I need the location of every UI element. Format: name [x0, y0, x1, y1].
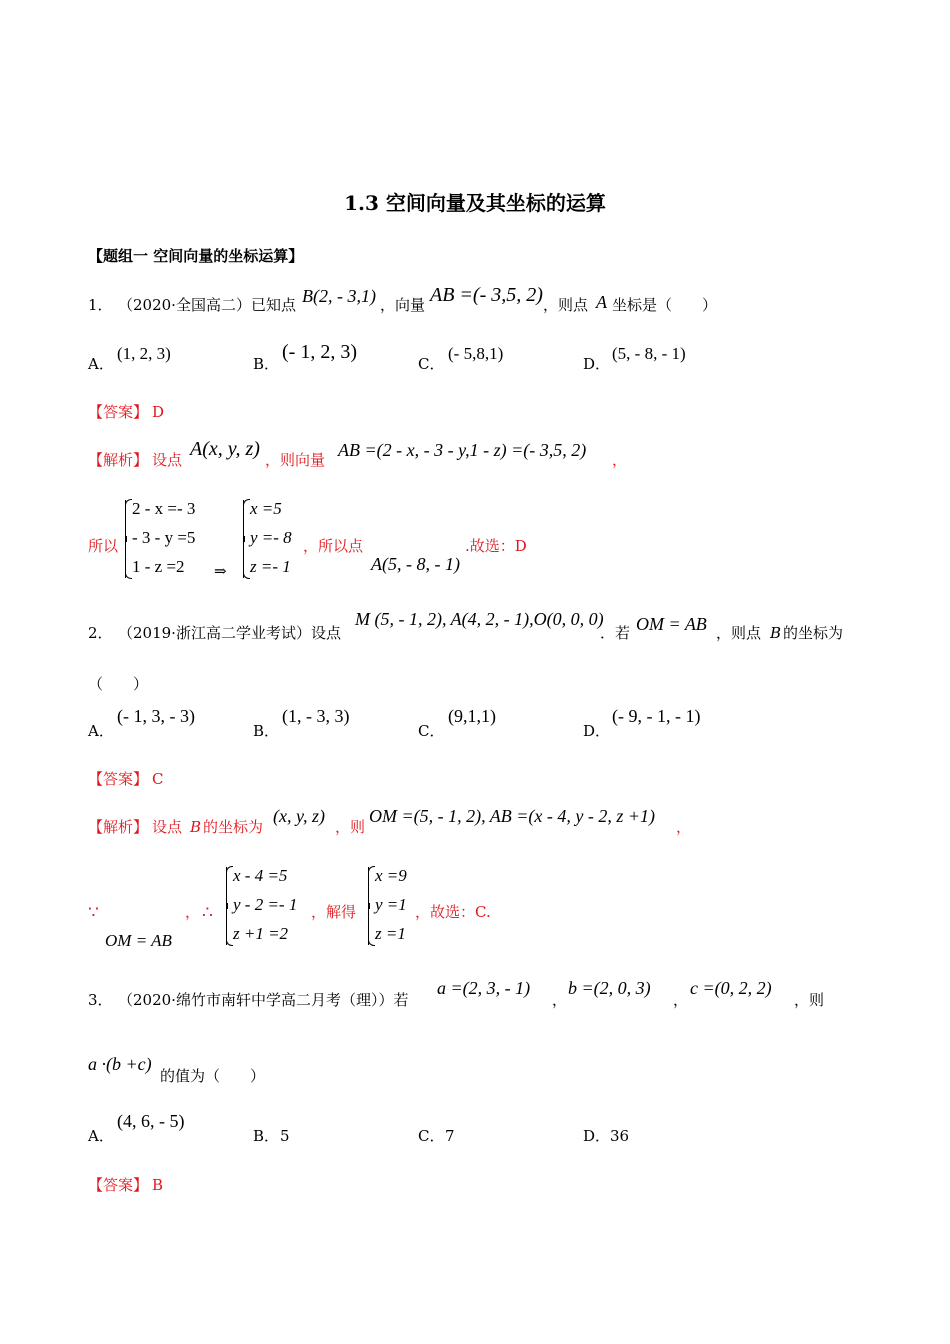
q1-analysis-tag: 【解析】: [88, 451, 149, 469]
q3-answer-tag: 【答案】: [88, 1176, 149, 1194]
q1-answer-tag: 【答案】: [88, 403, 149, 421]
q2-solve: ，解得: [311, 903, 357, 921]
q1-option-a-label: A．: [88, 355, 114, 373]
page-title: 1.3 空间向量及其坐标的运算: [344, 191, 606, 215]
q1-system1-line1: 2 - x =- 3: [132, 499, 196, 518]
q1-option-b-value: (- 1, 2, 3): [282, 341, 357, 363]
q2-option-c-label: C．: [418, 722, 445, 740]
q3-option-c-label: C．: [418, 1127, 445, 1145]
q2-system1-brace: [226, 867, 227, 945]
q3-vector-a: a =(2, 3, - 1): [437, 978, 531, 998]
q2-mid: ．若: [600, 624, 631, 642]
q2-source: （2019·浙江高二学业考试）设点: [118, 624, 341, 642]
q1-system1-brace: [125, 500, 126, 578]
q1-option-c-value: (- 5,8,1): [448, 344, 504, 363]
q2-done: ，故选：C.: [415, 903, 491, 921]
q2-tail-b: 的坐标为: [783, 624, 844, 642]
q2-analysis-1a: 设点: [152, 818, 183, 836]
group-heading: 【题组一 空间向量的坐标运算】: [88, 247, 304, 265]
q1-option-d-value: (5, - 8, - 1): [612, 344, 686, 363]
q3-vector-c: c =(0, 2, 2): [690, 978, 772, 998]
q1-system1-line2: - 3 - y =5: [132, 528, 196, 547]
q2-system1-line2: y - 2 =- 1: [233, 895, 298, 914]
q2-option-b-label: B．: [253, 722, 280, 740]
q1-vector-ab: AB =(- 3,5, 2): [430, 284, 543, 306]
q1-point-b: B(2, - 3,1): [302, 286, 376, 306]
q2-point-b: B: [770, 624, 782, 642]
q1-analysis-1a: 设点: [152, 451, 183, 469]
q1-analysis-2b: ，所以点: [303, 537, 364, 555]
q1-analysis-1c: ，则向量: [265, 451, 326, 469]
q2-because-symbol: ∵: [88, 903, 99, 923]
q2-option-c-value: (9,1,1): [448, 706, 496, 726]
q3-option-b-value: 5: [280, 1127, 290, 1145]
q3-number: 3．: [88, 991, 113, 1009]
q2-answer-tag: 【答案】: [88, 770, 149, 788]
q2-therefore-symbol: ∴: [202, 903, 213, 923]
q1-option-d-label: D．: [583, 355, 611, 373]
q2-om-equals-ab: OM = AB: [105, 931, 172, 950]
q1-option-c-label: C．: [418, 355, 445, 373]
q2-analysis-1d: (x, y, z): [273, 806, 325, 826]
q2-system2-line1: x =9: [375, 866, 407, 885]
q1-option-a-value: (1, 2, 3): [117, 344, 171, 363]
q1-tail2: 坐标是（ ）: [612, 296, 718, 314]
q1-system2-line2: y =- 8: [250, 528, 292, 547]
q2-option-a-value: (- 1, 3, - 3): [117, 706, 195, 726]
q1-analysis-1d: AB =(2 - x, - 3 - y,1 - z) =(- 3,5, 2): [338, 440, 587, 460]
q1-system2-line3: z =- 1: [250, 557, 291, 576]
q1-mid: ，向量: [380, 296, 426, 314]
q2-system2-line2: y =1: [375, 895, 407, 914]
q3-tail2: 的值为（ ）: [160, 1067, 266, 1085]
q1-analysis-2c: .故选：D: [465, 537, 527, 555]
q1-implies-arrow: ⇒: [214, 564, 227, 580]
q1-analysis-1b: A(x, y, z): [190, 438, 260, 460]
q1-option-b-label: B．: [253, 355, 280, 373]
q3-option-d-label: D．: [583, 1127, 611, 1145]
q1-system2-line1: x =5: [250, 499, 282, 518]
q3-tail: ，则: [794, 991, 825, 1009]
q2-points: M (5, - 1, 2), A(4, 2, - 1),O(0, 0, 0): [355, 609, 604, 629]
q1-number: 1．: [88, 296, 113, 314]
q3-option-a-value: (4, 6, - 5): [117, 1111, 185, 1131]
q2-analysis-1b: B: [190, 818, 202, 836]
q3-comma-1: ，: [552, 991, 568, 1009]
q1-system2-brace: [243, 500, 244, 578]
q1-tail: ，则点: [543, 296, 589, 314]
q2-analysis-tag: 【解析】: [88, 818, 149, 836]
q3-vector-b: b =(2, 0, 3): [568, 978, 651, 998]
q2-system1-line1: x - 4 =5: [233, 866, 288, 885]
q3-answer: B: [152, 1176, 164, 1194]
q2-analysis-1c: 的坐标为: [203, 818, 264, 836]
q3-option-c-value: 7: [445, 1127, 455, 1145]
q1-answer: D: [152, 403, 165, 421]
q1-point-a-result: A(5, - 8, - 1): [371, 554, 460, 574]
q2-tail-a: ，则点: [716, 624, 762, 642]
q1-point-a: A: [596, 292, 607, 312]
q2-option-d-label: D．: [583, 722, 611, 740]
q1-source: （2020·全国高二）已知点: [118, 296, 296, 314]
q2-option-a-label: A．: [88, 722, 114, 740]
q1-analysis-1e: ，: [612, 451, 628, 469]
q3-option-a-label: A．: [88, 1127, 114, 1145]
q2-eq: OM = AB: [636, 614, 707, 634]
q2-analysis-1e: ，则: [335, 818, 366, 836]
q2-analysis-1f: OM =(5, - 1, 2), AB =(x - 4, y - 2, z +1): [369, 806, 656, 826]
q2-paren: （ ）: [88, 675, 149, 693]
q1-system1-line3: 1 - z =2: [132, 557, 185, 576]
q3-option-d-value: 36: [610, 1127, 630, 1145]
q3-expression: a ·(b +c): [88, 1054, 152, 1074]
q2-system1-line3: z +1 =2: [233, 924, 289, 943]
q3-source: （2020·绵竹市南轩中学高二月考（理））若: [118, 991, 409, 1009]
q2-comma: ，: [185, 903, 201, 921]
q2-number: 2．: [88, 624, 113, 642]
q2-option-b-value: (1, - 3, 3): [282, 706, 350, 726]
q2-system2-brace: [368, 867, 369, 945]
q2-option-d-value: (- 9, - 1, - 1): [612, 706, 701, 726]
q2-analysis-1g: ，: [676, 818, 692, 836]
q3-option-b-label: B．: [253, 1127, 280, 1145]
q3-comma-2: ，: [673, 991, 689, 1009]
q2-system2-line3: z =1: [375, 924, 406, 943]
q2-answer: C: [152, 770, 164, 788]
q1-analysis-2a: 所以: [88, 537, 119, 555]
